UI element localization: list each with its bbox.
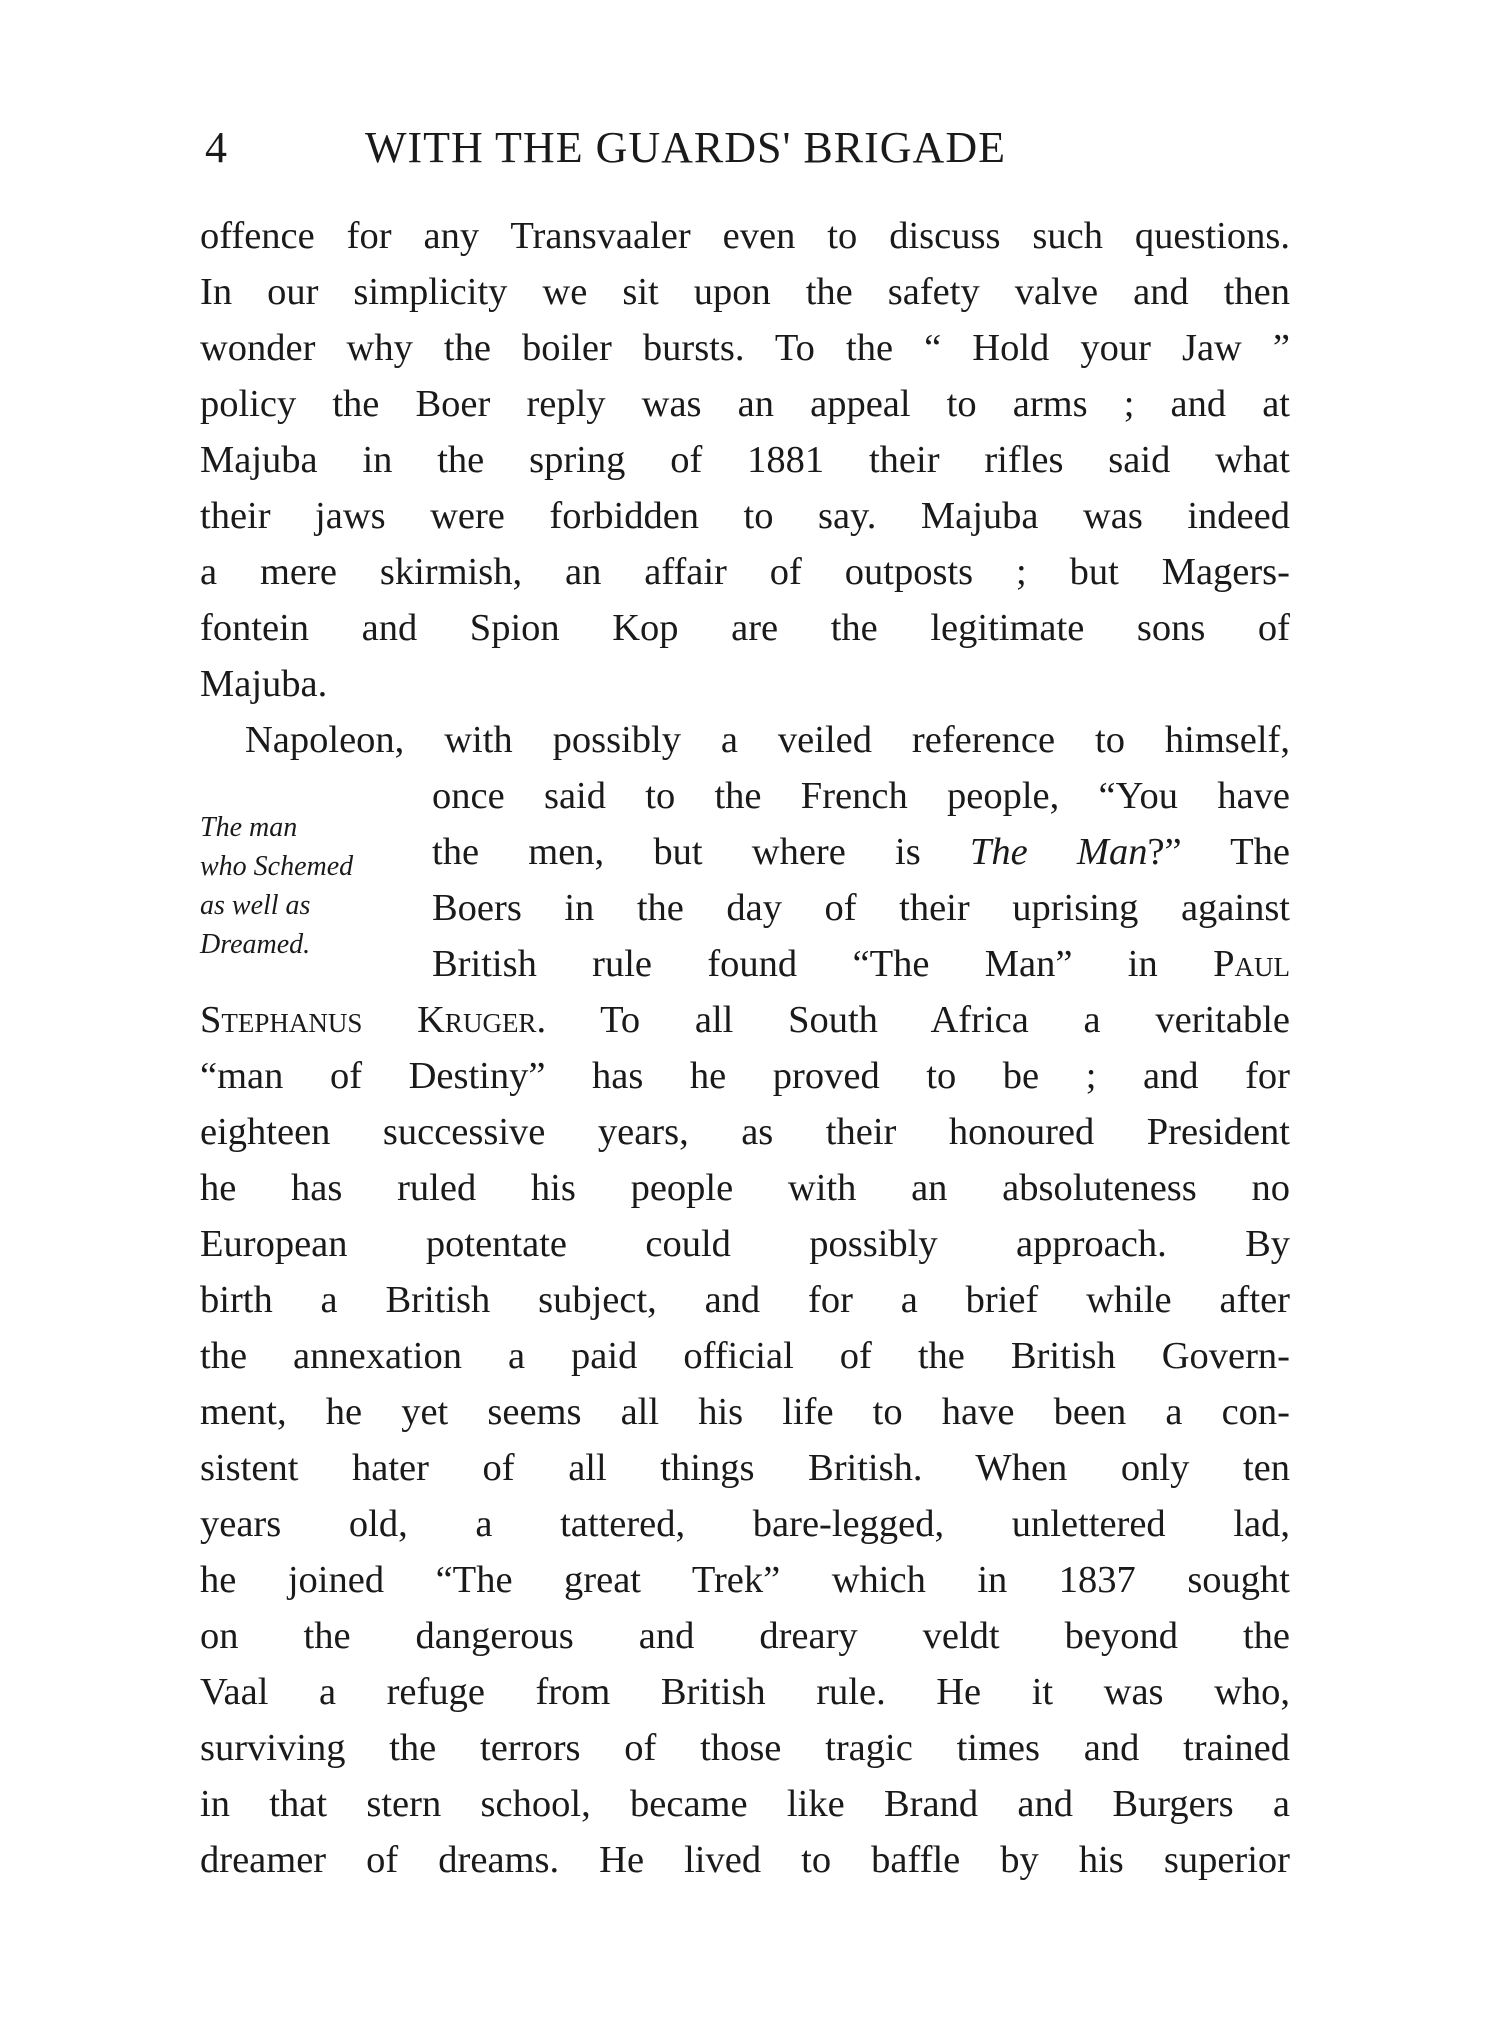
text-line: surviving the terrors of those tragic times and trained (200, 1727, 1290, 1769)
text-line: policy the Boer reply was an appeal to arms ; and at (200, 383, 1290, 425)
small-caps-name: Paul (1213, 943, 1290, 985)
text-line: wonder why the boiler bursts. To the “ Hold your Jaw ” (200, 327, 1290, 369)
text-line: the annexation a paid official of the British Govern- (200, 1335, 1290, 1377)
text-line: British rule found “The Man” in Paul (432, 943, 1290, 985)
sidenote-line: The man (200, 812, 298, 843)
sidenote-line: as well as (200, 890, 311, 921)
page-number: 4 (205, 123, 227, 172)
text-line: Boers in the day of their uprising against (432, 887, 1290, 929)
text-line: sistent hater of all things British. When only ten (200, 1447, 1290, 1489)
text-line: eighteen successive years, as their honoured President (200, 1111, 1290, 1153)
running-title: WITH THE GUARDS' BRIGADE (365, 123, 1006, 172)
text-line: he joined “The great Trek” which in 1837 sought (200, 1559, 1290, 1601)
page-header (200, 118, 1290, 178)
italic-phrase: The Man (969, 831, 1148, 873)
sidenote-line: Dreamed. (200, 929, 311, 960)
text-line: Napoleon, with possibly a veiled reference to himself, (245, 719, 1290, 761)
sidenote-line: who Schemed (200, 851, 354, 882)
text-line: birth a British subject, and for a brief while after (200, 1279, 1290, 1321)
text-line: dreamer of dreams. He lived to baffle by his superior (200, 1839, 1290, 1881)
text-line: ment, he yet seems all his life to have been a con- (200, 1391, 1290, 1433)
small-caps-name: Stephanus Kruger. (200, 999, 547, 1041)
text-line: a mere skirmish, an affair of outposts ; but Magers- (200, 551, 1290, 593)
text-line: once said to the French people, “You have (432, 775, 1290, 817)
text-line: fontein and Spion Kop are the legitimate sons of (200, 607, 1290, 649)
text-line: the men, but where is The Man?” The (432, 831, 1290, 873)
text-line: years old, a tattered, bare-legged, unlettered lad, (200, 1503, 1290, 1545)
text-line: Vaal a refuge from British rule. He it was who, (200, 1671, 1290, 1713)
text-line: Majuba. (200, 663, 328, 705)
text-line: offence for any Transvaaler even to discuss such questions. (200, 215, 1290, 257)
text-line: European potentate could possibly approach. By (200, 1223, 1290, 1265)
text-line: their jaws were forbidden to say. Majuba was indeed (200, 495, 1290, 537)
text-line: on the dangerous and dreary veldt beyond the (200, 1615, 1290, 1657)
text-line: “man of Destiny” has he proved to be ; and for (200, 1055, 1290, 1097)
text-line: Stephanus Kruger. To all South Africa a veritable (200, 999, 1291, 1041)
text-line: In our simplicity we sit upon the safety valve and then (200, 271, 1290, 313)
text-line: Majuba in the spring of 1881 their rifles said what (200, 439, 1290, 481)
margin-sidenote (200, 808, 420, 964)
text-line: he has ruled his people with an absoluteness no (200, 1167, 1290, 1209)
text-line: in that stern school, became like Brand and Burgers a (200, 1783, 1290, 1825)
